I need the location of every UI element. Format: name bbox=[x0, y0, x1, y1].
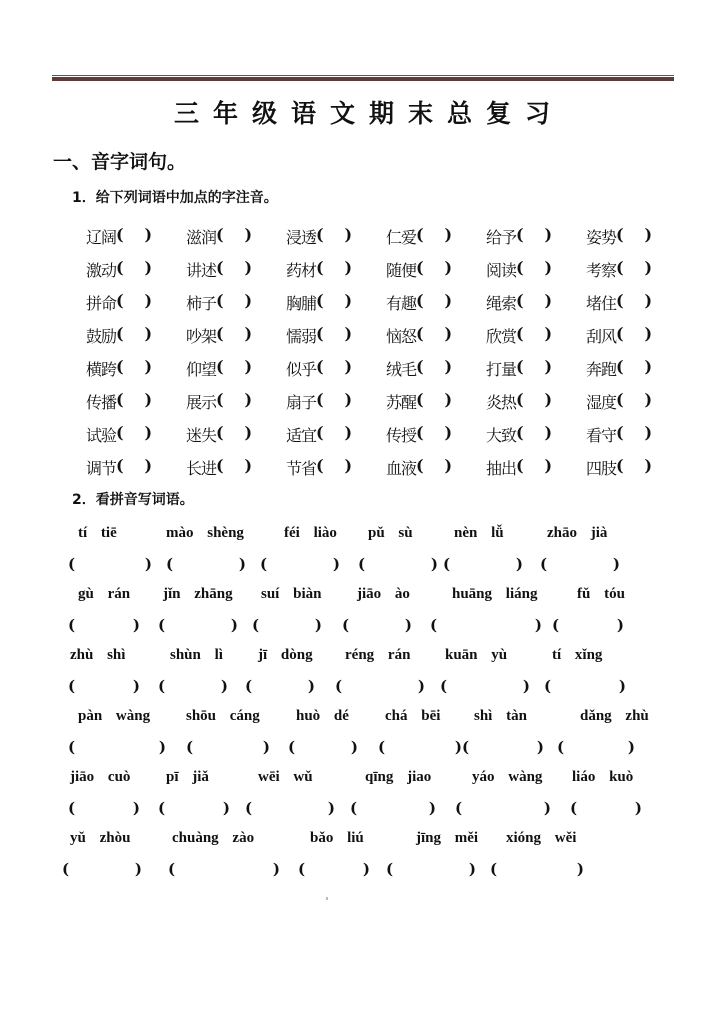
answer-blank[interactable]: ( ) bbox=[462, 738, 544, 756]
vocab-item bbox=[86, 258, 186, 281]
answer-blank[interactable]: ( ) bbox=[335, 677, 425, 695]
pinyin-line bbox=[60, 830, 700, 860]
vocab-item bbox=[186, 456, 286, 479]
pinyin-word: dǎng zhù bbox=[580, 708, 649, 724]
vocab-word: 恼怒 bbox=[386, 327, 417, 346]
answer-blank[interactable]: ( ) bbox=[516, 390, 553, 409]
answer-blank[interactable]: ( ) bbox=[316, 357, 353, 376]
pinyin-word: zhāo jià bbox=[547, 525, 608, 541]
answer-blank[interactable]: ( ) bbox=[516, 423, 553, 442]
vocab-row bbox=[86, 225, 686, 258]
vocab-item bbox=[286, 357, 386, 380]
answer-blank[interactable]: ( ) bbox=[490, 860, 584, 878]
answer-blank[interactable]: ( ) bbox=[557, 738, 635, 756]
answer-blank[interactable]: ( ) bbox=[552, 616, 624, 634]
answer-blank[interactable]: ( ) bbox=[116, 225, 153, 244]
answer-blank[interactable]: ( ) bbox=[616, 324, 653, 343]
pinyin-word: shùn lì bbox=[170, 647, 223, 663]
answer-blank[interactable]: ( ) bbox=[288, 738, 358, 756]
vocab-item bbox=[286, 258, 386, 281]
pinyin-word: féi liào bbox=[284, 525, 337, 541]
answer-blank[interactable]: ( ) bbox=[68, 738, 166, 756]
pinyin-writing-exercise bbox=[60, 525, 700, 891]
vocab-word: 横跨 bbox=[86, 360, 117, 379]
pinyin-word: nèn lǚ bbox=[454, 525, 504, 541]
vocab-item bbox=[586, 291, 686, 314]
vocab-word: 展示 bbox=[186, 393, 217, 412]
vocab-item bbox=[286, 291, 386, 314]
vocab-word: 传授 bbox=[386, 426, 417, 445]
pinyin-word: qīng jiao bbox=[365, 769, 432, 785]
question-1-label: 1．给下列词语中加点的字注音。 bbox=[72, 190, 278, 206]
vocab-word: 血液 bbox=[386, 459, 417, 478]
answer-bracket-line bbox=[60, 677, 700, 708]
vocab-word: 迷失 bbox=[186, 426, 217, 445]
answer-blank[interactable]: ( ) bbox=[68, 799, 140, 817]
pinyin-line bbox=[60, 525, 700, 555]
pinyin-line bbox=[60, 647, 700, 677]
answer-blank[interactable]: ( ) bbox=[616, 456, 653, 475]
vocab-item bbox=[486, 291, 586, 314]
vocab-word: 打量 bbox=[486, 360, 517, 379]
vocab-row bbox=[86, 390, 686, 423]
answer-blank[interactable]: ( ) bbox=[440, 677, 530, 695]
vocab-item bbox=[386, 324, 486, 347]
page-title: 三年级语文期末总复习 bbox=[173, 99, 564, 128]
pinyin-word: tí xǐng bbox=[552, 647, 603, 663]
answer-blank[interactable]: ( ) bbox=[316, 456, 353, 475]
vocab-word: 给予 bbox=[486, 228, 517, 247]
answer-blank[interactable]: ( ) bbox=[116, 423, 153, 442]
answer-blank[interactable]: ( ) bbox=[378, 738, 462, 756]
answer-blank[interactable]: ( ) bbox=[168, 860, 280, 878]
vocab-row bbox=[86, 357, 686, 390]
answer-blank[interactable]: ( ) bbox=[298, 860, 370, 878]
vocab-item bbox=[86, 291, 186, 314]
pinyin-line bbox=[60, 586, 700, 616]
answer-blank[interactable]: ( ) bbox=[216, 423, 253, 442]
vocab-word: 炎热 bbox=[486, 393, 517, 412]
vocab-item bbox=[486, 225, 586, 248]
pinyin-word: shōu cáng bbox=[186, 708, 260, 724]
vocab-item bbox=[486, 258, 586, 281]
vocab-item bbox=[486, 357, 586, 380]
vocab-item bbox=[186, 225, 286, 248]
answer-blank[interactable]: ( ) bbox=[245, 677, 315, 695]
header-rule-thick bbox=[52, 77, 674, 81]
vocab-word: 仰望 bbox=[186, 360, 217, 379]
vocab-word: 阅读 bbox=[486, 261, 517, 280]
pinyin-word: chá bēi bbox=[385, 708, 441, 724]
pinyin-word: yǔ zhòu bbox=[70, 830, 131, 846]
vocab-word: 传播 bbox=[86, 393, 117, 412]
pinyin-word: liáo kuò bbox=[572, 769, 634, 785]
vocab-word: 绳索 bbox=[486, 294, 517, 313]
vocab-item bbox=[386, 390, 486, 413]
vocab-word: 调节 bbox=[86, 459, 117, 478]
vocab-word: 浸透 bbox=[286, 228, 317, 247]
answer-blank[interactable]: ( ) bbox=[416, 225, 453, 244]
vocab-row bbox=[86, 324, 686, 357]
answer-blank[interactable]: ( ) bbox=[116, 390, 153, 409]
vocab-item bbox=[586, 324, 686, 347]
answer-bracket-line bbox=[60, 555, 700, 586]
pinyin-word: huò dé bbox=[296, 708, 349, 724]
vocab-row bbox=[86, 423, 686, 456]
vocab-item bbox=[86, 456, 186, 479]
vocab-item bbox=[486, 324, 586, 347]
vocab-word: 苏醒 bbox=[386, 393, 417, 412]
vocab-word: 四肢 bbox=[586, 459, 617, 478]
answer-bracket-line bbox=[60, 860, 700, 891]
pinyin-word: tí tiē bbox=[78, 525, 117, 541]
vocab-item bbox=[486, 423, 586, 446]
pinyin-word: yáo wàng bbox=[472, 769, 543, 785]
pinyin-word: jī dòng bbox=[258, 647, 313, 663]
answer-blank[interactable]: ( ) bbox=[216, 324, 253, 343]
vocab-word: 扇子 bbox=[286, 393, 317, 412]
answer-blank[interactable]: ( ) bbox=[516, 258, 553, 277]
answer-blank[interactable]: ( ) bbox=[158, 616, 238, 634]
pinyin-word: gù rán bbox=[78, 586, 131, 602]
vocab-item bbox=[386, 258, 486, 281]
pinyin-word: shì tàn bbox=[474, 708, 527, 724]
vocab-item bbox=[286, 324, 386, 347]
pinyin-word: mào shèng bbox=[166, 525, 244, 541]
vocab-item bbox=[386, 291, 486, 314]
vocab-item bbox=[86, 324, 186, 347]
answer-blank[interactable]: ( ) bbox=[616, 291, 653, 310]
vocab-word: 似乎 bbox=[286, 360, 317, 379]
vocab-word: 有趣 bbox=[386, 294, 417, 313]
vocab-item bbox=[286, 456, 386, 479]
answer-blank[interactable]: ( ) bbox=[616, 357, 653, 376]
answer-blank[interactable]: ( ) bbox=[416, 291, 453, 310]
answer-blank[interactable]: ( ) bbox=[416, 324, 453, 343]
vocab-word: 随便 bbox=[386, 261, 417, 280]
vocab-item bbox=[186, 357, 286, 380]
vocab-item bbox=[86, 357, 186, 380]
pinyin-word: suí biàn bbox=[261, 586, 322, 602]
vocab-word: 拼命 bbox=[86, 294, 117, 313]
pinyin-word: jīng měi bbox=[416, 830, 479, 846]
vocab-word: 鼓励 bbox=[86, 327, 117, 346]
vocab-word: 吵架 bbox=[186, 327, 217, 346]
answer-blank[interactable]: ( ) bbox=[616, 258, 653, 277]
answer-blank[interactable]: ( ) bbox=[68, 616, 140, 634]
answer-blank[interactable]: ( ) bbox=[158, 799, 230, 817]
answer-blank[interactable]: ( ) bbox=[116, 456, 153, 475]
vocab-word: 看守 bbox=[586, 426, 617, 445]
vocab-word: 绒毛 bbox=[386, 360, 417, 379]
vocab-word: 姿势 bbox=[586, 228, 617, 247]
pinyin-word: bǎo liú bbox=[310, 830, 364, 846]
vocab-word: 堵住 bbox=[586, 294, 617, 313]
vocab-word: 长进 bbox=[186, 459, 217, 478]
answer-blank[interactable]: ( ) bbox=[186, 738, 270, 756]
vocab-word: 刮风 bbox=[586, 327, 617, 346]
vocab-word: 湿度 bbox=[586, 393, 617, 412]
answer-blank[interactable]: ( ) bbox=[516, 456, 553, 475]
answer-blank[interactable]: ( ) bbox=[544, 677, 626, 695]
answer-blank[interactable]: ( ) bbox=[216, 456, 253, 475]
vocab-item bbox=[186, 291, 286, 314]
vocab-item bbox=[86, 225, 186, 248]
answer-blank[interactable]: ( ) bbox=[416, 423, 453, 442]
vocab-item bbox=[286, 423, 386, 446]
pinyin-word: zhù shì bbox=[70, 647, 126, 663]
answer-blank[interactable]: ( ) bbox=[216, 258, 253, 277]
pinyin-word: jǐn zhāng bbox=[163, 586, 233, 602]
pinyin-line bbox=[60, 769, 700, 799]
pinyin-word: pǔ sù bbox=[368, 525, 413, 541]
section-heading: 一、音字词句。 bbox=[53, 151, 187, 173]
answer-blank[interactable]: ( ) bbox=[455, 799, 551, 817]
vocab-row bbox=[86, 258, 686, 291]
answer-blank[interactable]: ( ) bbox=[216, 390, 253, 409]
vocab-word: 仁爱 bbox=[386, 228, 417, 247]
pinyin-word: réng rán bbox=[345, 647, 411, 663]
vocab-word: 大致 bbox=[486, 426, 517, 445]
answer-blank[interactable]: ( ) bbox=[316, 324, 353, 343]
header-rule-thin bbox=[52, 75, 674, 76]
pinyin-word: huāng liáng bbox=[452, 586, 538, 602]
answer-blank[interactable]: ( ) bbox=[516, 324, 553, 343]
vocab-word: 奔跑 bbox=[586, 360, 617, 379]
vocab-item bbox=[486, 390, 586, 413]
answer-blank[interactable]: ( ) bbox=[416, 456, 453, 475]
answer-blank[interactable]: ( ) bbox=[116, 324, 153, 343]
answer-blank[interactable]: ( ) bbox=[68, 555, 152, 573]
answer-blank[interactable]: ( ) bbox=[216, 225, 253, 244]
pinyin-word: jiāo cuò bbox=[70, 769, 131, 785]
answer-blank[interactable]: ( ) bbox=[252, 616, 322, 634]
answer-blank[interactable]: ( ) bbox=[316, 423, 353, 442]
answer-blank[interactable]: ( ) bbox=[350, 799, 436, 817]
vocab-word: 胸脯 bbox=[286, 294, 317, 313]
vocab-item bbox=[586, 390, 686, 413]
answer-blank[interactable]: ( ) bbox=[416, 390, 453, 409]
vocab-item bbox=[186, 258, 286, 281]
answer-bracket-line bbox=[60, 799, 700, 830]
answer-blank[interactable]: ( ) bbox=[316, 225, 353, 244]
vocab-item bbox=[386, 357, 486, 380]
answer-blank[interactable]: ( ) bbox=[616, 423, 653, 442]
vocab-word: 柿子 bbox=[186, 294, 217, 313]
vocab-item bbox=[386, 423, 486, 446]
vocab-word: 懦弱 bbox=[286, 327, 317, 346]
vocab-row bbox=[86, 291, 686, 324]
answer-blank[interactable]: ( ) bbox=[316, 258, 353, 277]
answer-blank[interactable]: ( ) bbox=[416, 258, 453, 277]
answer-blank[interactable]: ( ) bbox=[216, 291, 253, 310]
vocab-item bbox=[386, 225, 486, 248]
answer-blank[interactable]: ( ) bbox=[316, 390, 353, 409]
vocab-word: 试验 bbox=[86, 426, 117, 445]
answer-blank[interactable]: ( ) bbox=[540, 555, 620, 573]
answer-blank[interactable]: ( ) bbox=[245, 799, 335, 817]
answer-blank[interactable]: ( ) bbox=[616, 225, 653, 244]
vocab-item bbox=[586, 357, 686, 380]
pinyin-word: pàn wàng bbox=[78, 708, 151, 724]
vocab-word: 考察 bbox=[586, 261, 617, 280]
answer-blank[interactable]: ( ) bbox=[570, 799, 642, 817]
answer-blank[interactable]: ( ) bbox=[166, 555, 246, 573]
answer-blank[interactable]: ( ) bbox=[616, 390, 653, 409]
answer-blank[interactable]: ( ) bbox=[62, 860, 142, 878]
pinyin-word: kuān yù bbox=[445, 647, 508, 663]
vocab-word: 讲述 bbox=[186, 261, 217, 280]
vocab-item bbox=[586, 456, 686, 479]
answer-blank[interactable]: ( ) bbox=[516, 225, 553, 244]
vocab-item bbox=[586, 258, 686, 281]
vocab-item bbox=[286, 390, 386, 413]
vocab-item bbox=[586, 225, 686, 248]
vocab-word: 药材 bbox=[286, 261, 317, 280]
pinyin-word: wēi wǔ bbox=[258, 769, 313, 785]
vocab-item bbox=[86, 423, 186, 446]
answer-blank[interactable]: ( ) bbox=[68, 677, 140, 695]
pinyin-word: jiāo ào bbox=[357, 586, 410, 602]
answer-blank[interactable]: ( ) bbox=[260, 555, 340, 573]
pinyin-word: fǔ tóu bbox=[577, 586, 625, 602]
pinyin-word: xióng wěi bbox=[506, 830, 577, 846]
answer-blank[interactable]: ( ) bbox=[116, 258, 153, 277]
answer-blank[interactable]: ( ) bbox=[116, 291, 153, 310]
answer-blank[interactable]: ( ) bbox=[316, 291, 353, 310]
answer-blank[interactable]: ( ) bbox=[430, 616, 542, 634]
answer-blank[interactable]: ( ) bbox=[342, 616, 412, 634]
pinyin-annotation-grid bbox=[86, 225, 686, 489]
pinyin-line bbox=[60, 708, 700, 738]
vocab-word: 适宜 bbox=[286, 426, 317, 445]
answer-blank[interactable]: ( ) bbox=[116, 357, 153, 376]
answer-blank[interactable]: ( ) bbox=[516, 357, 553, 376]
pinyin-word: chuàng zào bbox=[172, 830, 255, 846]
answer-bracket-line bbox=[60, 738, 700, 769]
vocab-item bbox=[386, 456, 486, 479]
vocab-item bbox=[586, 423, 686, 446]
answer-blank[interactable]: ( ) bbox=[216, 357, 253, 376]
pinyin-word: pī jiǎ bbox=[166, 769, 209, 785]
vocab-row bbox=[86, 456, 686, 489]
vocab-item bbox=[286, 225, 386, 248]
vocab-item bbox=[186, 324, 286, 347]
vocab-item bbox=[86, 390, 186, 413]
question-2-label: 2．看拼音写词语。 bbox=[72, 492, 194, 508]
vocab-word: 辽阔 bbox=[86, 228, 117, 247]
scan-speck bbox=[326, 897, 328, 900]
answer-blank[interactable]: ( ) bbox=[158, 677, 228, 695]
vocab-item bbox=[486, 456, 586, 479]
vocab-word: 欣赏 bbox=[486, 327, 517, 346]
vocab-item bbox=[186, 423, 286, 446]
vocab-word: 激动 bbox=[86, 261, 117, 280]
vocab-word: 抽出 bbox=[486, 459, 517, 478]
vocab-word: 滋润 bbox=[186, 228, 217, 247]
vocab-word: 节省 bbox=[286, 459, 317, 478]
answer-blank[interactable]: ( ) bbox=[443, 555, 523, 573]
answer-blank[interactable]: ( ) bbox=[416, 357, 453, 376]
answer-blank[interactable]: ( ) bbox=[386, 860, 476, 878]
answer-bracket-line bbox=[60, 616, 700, 647]
answer-blank[interactable]: ( ) bbox=[516, 291, 553, 310]
vocab-item bbox=[186, 390, 286, 413]
answer-blank[interactable]: ( ) bbox=[358, 555, 438, 573]
